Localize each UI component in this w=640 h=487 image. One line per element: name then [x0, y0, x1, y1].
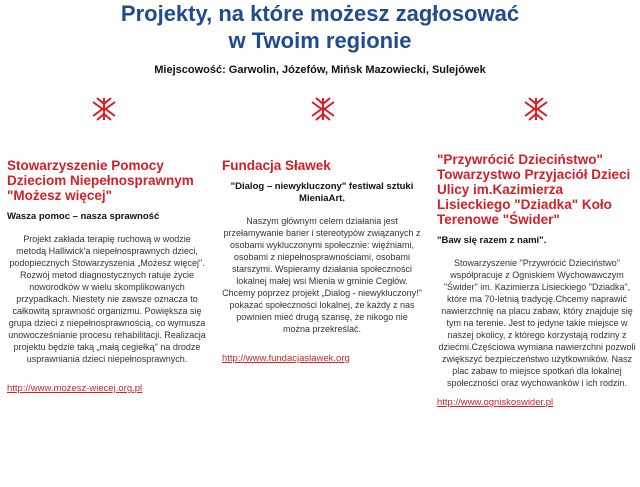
page-title-line-2: w Twoim regionie	[228, 28, 412, 53]
project-slogan: "Baw się razem z nami".	[437, 235, 547, 246]
project-title: Stowarzyszenie Pomocy Dzieciom Niepełnosprawnym "Możesz więcej"	[7, 158, 194, 203]
folk-ornament-icon	[308, 96, 338, 122]
project-column-2	[222, 96, 422, 364]
project-description: Projekt zakłada terapię ruchową w wodzie metodą Halliwick'a niepełnosprawnych dzieci, podopiecznych Stowarzyszenia „Możesz więcej". Rozwój metod diagnostycznych ratuje życie noworodków w wielu skomplikowanych przypadkach. Niestety nie zawsze oznacza to całkowitą sprawność organizmu. Powiększa się grupa dzieci z niepełnosprawnością, co wymusza unowocześnianie procesu rehabilitacji. Realizacja projektu będzie taką „małą cegiełką" na drodze usprawniania dzieci niepełnosprawnych.	[8, 234, 206, 364]
project-link[interactable]: http://www.fundacjaslawek.org	[222, 353, 350, 364]
project-title: Fundacja Sławek	[222, 158, 331, 173]
folk-ornament-icon	[521, 96, 551, 122]
page-title-line-1: Projekty, na które możesz zagłosować	[120, 1, 520, 26]
project-link[interactable]: http://www.ogniskoswider.pl	[437, 397, 554, 408]
project-column-1	[7, 96, 207, 394]
project-title: "Przywrócić Dzieciństwo" Towarzystwo Przyjaciół Dzieci Ulicy im.Kazimierza Lisieckiego "Dziadka" Koło Terenowe "Świder"	[437, 152, 631, 227]
project-description: Stowarzyszenie "Przywrócić Dzieciństwo" współpracuje z Ogniskiem Wychowawczym "Świder" im. Kazimierza Lisieckiego "Dziadka", które ma 70-letnią tradycję.Chcemy naprawić nawierzchnię na placu zabaw, który znajduje się tym na terenie. Jest to jedyne takie miejsce w naszej okolicy, z którego korzystają rodziny z dziećmi.Częściowa wymiana nawierzchni pozwoli zwiększyć bezpieczeństwo użytkowników. Nasz plac zabaw to miejsce spotkań dla lokalnej społeczności oraz wychowanków i ich rodzin.	[438, 258, 636, 388]
project-description: Naszym głównym celem działania jest przełamywanie barier i stereotypów związanych z osobami wykluczonymi społecznie: więźniami, osobami z niepełnosprawnościami, osobami starszymi. Wspieramy działania społeczności lokalnej małej wsi Mienia w gminie Cegłów. Chcemy poprzez projekt „Dialog - niewykluczony!" pokazać społeczności lokalnej, że każdy z nas powinien mieć drugą szansę, że nikogo nie można przekreślać.	[222, 216, 422, 334]
project-slogan: Wasza pomoc – nasza sprawność	[7, 211, 160, 222]
locations-line: Miejscowość: Garwolin, Józefów, Mińsk Mazowiecki, Sulejówek	[154, 64, 486, 76]
project-slogan: "Dialog – niewykluczony" festiwal sztuki MieniaArt.	[230, 181, 414, 204]
project-column-3	[437, 96, 637, 408]
project-link[interactable]: http://www.mozesz-wiecej.org.pl	[7, 383, 143, 394]
folk-ornament-icon	[89, 96, 119, 122]
page-title	[0, 0, 640, 54]
